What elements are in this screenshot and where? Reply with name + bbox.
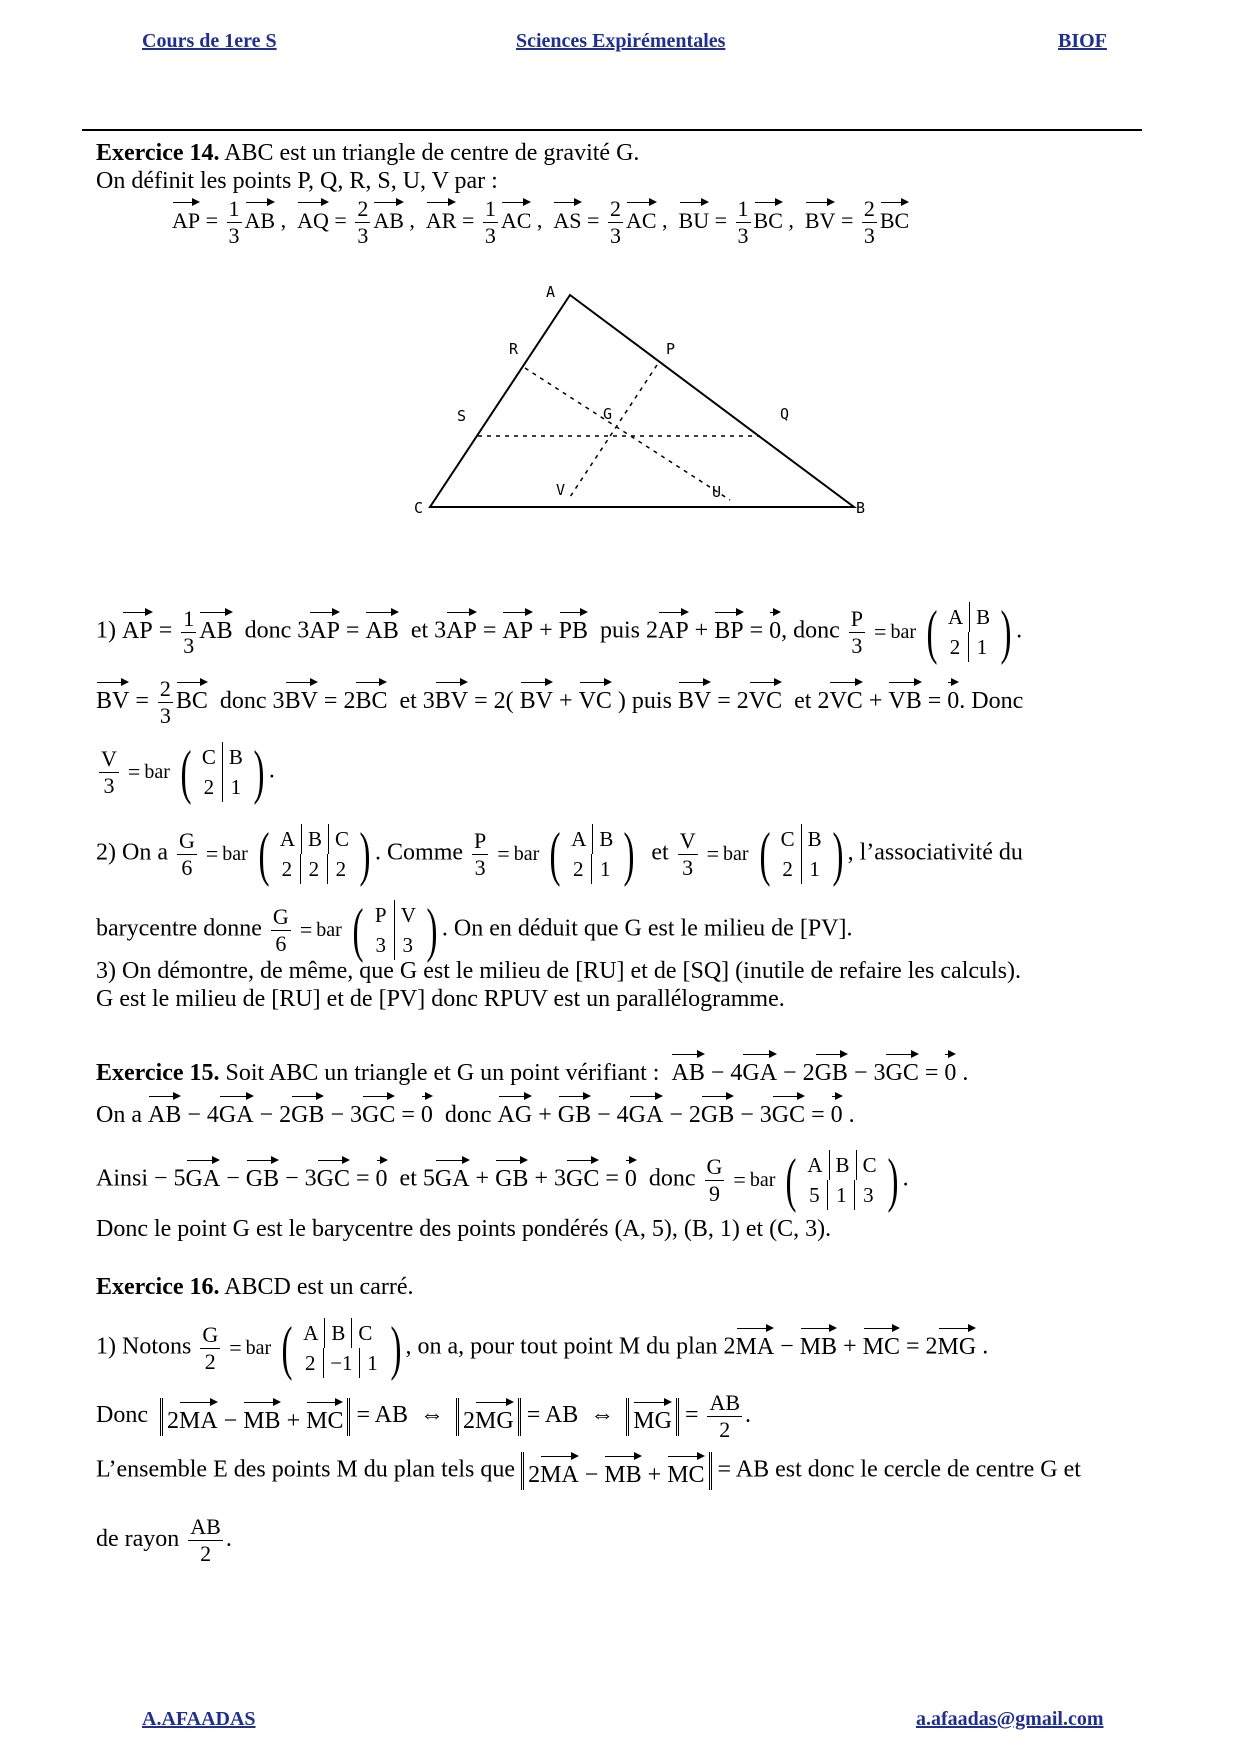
ex15-line2: On a AB − 4GA − 2GB − 3GC = 0 donc AG + GB − 4GA − 2GB − 3GC = 0 . [96,1092,855,1130]
segment-pv [568,365,657,500]
label-u: U [712,483,722,501]
ex16-title: Exercice 16. [96,1274,220,1300]
ex16-q1-line2: Donc 2MA − MB + MC = AB ⇔ 2MG = AB ⇔ MG = $\frac{AB}{2}$ . [96,1390,752,1442]
header-section[interactable]: BIOF [1058,30,1107,52]
ex15-title: Exercice 15. [96,1060,220,1086]
ex14-q2-line2: barycentre donne $\frac{G}{6}$ = bar ( P V 3 3 ) . On en déduit que G est le milieu de [PV]. [96,897,853,963]
ex16-intro: ABCD est un carré. [224,1274,414,1300]
ex16-title-line [96,1272,413,1302]
ex14-q1-line2: BV = $\frac{2}{3}$ BC donc 3BV = 2BC et 3BV = 2( BV + VC ) puis BV = 2VC et 2VC + VB = 0. Donc [96,676,1024,728]
ex15-intro: Soit ABC un triangle et G un point vérifiant : [225,1060,660,1086]
ex15-conclusion: Donc le point G est le barycentre des points pondérés (A, 5), (B, 1) et (C, 3). [96,1216,832,1242]
ex14-q3-line1: 3) On démontre, de même, que G est le milieu de [RU] et de [SQ] (inutile de refaire les calculs). [96,958,1022,984]
ex15-title-line: Exercice 15. Soit ABC un triangle et G un point vérifiant : AB − 4GA − 2GB − 3GC = 0 . [96,1050,968,1088]
label-p: P [666,340,676,358]
footer-email[interactable]: a.afaadas@gmail.com [916,1708,1104,1730]
ex16-q1-line3: L’ensemble E des points M du plan tels que 2MA − MB + MC = AB est donc le cercle de centre G et [96,1452,1081,1490]
ex14-title: Exercice 14. [96,140,220,166]
label-v: V [556,481,566,499]
ex14-title-line [96,138,639,168]
ex14-q3-line2: G est le milieu de [RU] et de [PV] donc RPUV est un parallélogramme. [96,986,785,1012]
label-c: C [414,499,424,517]
header-course[interactable]: Cours de 1ere S [142,30,277,52]
ex14-line2: On définit les points P, Q, R, S, U, V par : [96,168,498,194]
ex14-intro: ABC est un triangle de centre de gravité G. [224,140,640,166]
header-rule [82,129,1142,131]
ex14-q2-line1: 2) On a $\frac{G}{6}$ = bar ( A B C 2 2 2 ) . Comme $\frac{P}{3}$ = bar ( A B 2 1 ) et $\frac{V}{3}$ = bar ( C B 2 1 ) , l’associativité du [96,821,1023,887]
label-a: A [546,283,556,301]
ex14-q1-line1: 1) AP = $\frac{1}{3}$ AB donc 3AP = AB et 3AP = AP + PB puis 2AP + BP = 0, donc $\frac{P}{3}$ = bar ( A B 2 1 ) . [96,599,1023,665]
footer-author[interactable]: A.AFAADAS [142,1708,256,1730]
ex14-q1-line3: $\frac{V}{3}$ = bar ( C B 2 1 ) . [101,739,275,805]
label-q: Q [780,405,790,423]
label-s: S [457,407,467,425]
label-g: G [603,405,613,423]
header-track[interactable]: Sciences Expirémentales [516,30,726,52]
ex16-q1-line4: de rayon $\frac{AB}{2}$ . [96,1514,232,1566]
ex16-q1-line1: 1) Notons $\frac{G}{2}$ = bar ( A B C 2 −1 1 ) , on a, pour tout point M du plan 2MA − MB + MC = 2MG . [96,1315,989,1381]
triangle-figure [400,250,880,530]
triangle-abc [430,295,854,507]
ex16-set-text: L’ensemble E des points M du plan tels que [96,1456,516,1483]
ex15-line3: Ainsi − 5GA − GB − 3GC = 0 et 5GA + GB + 3GC = 0 donc $\frac{G}{9}$ = bar ( A B C 5 1 3 ) . [96,1147,909,1213]
ex14-definitions: AP = $\frac{1}{3}$ AB , AQ = $\frac{2}{3}$ AB , AR = $\frac{1}{3}$ AC , AS = $\frac{2}{3}$ AC , BU = $\frac{1}{3}$ BC , BV = $\frac{2}{3}$ BC [172,196,910,248]
label-b: B [856,499,866,517]
ex16-set-end: = AB est donc le cercle de centre G et [717,1456,1081,1483]
ex16-radius-text: de rayon [96,1526,180,1553]
label-r: R [509,340,519,358]
